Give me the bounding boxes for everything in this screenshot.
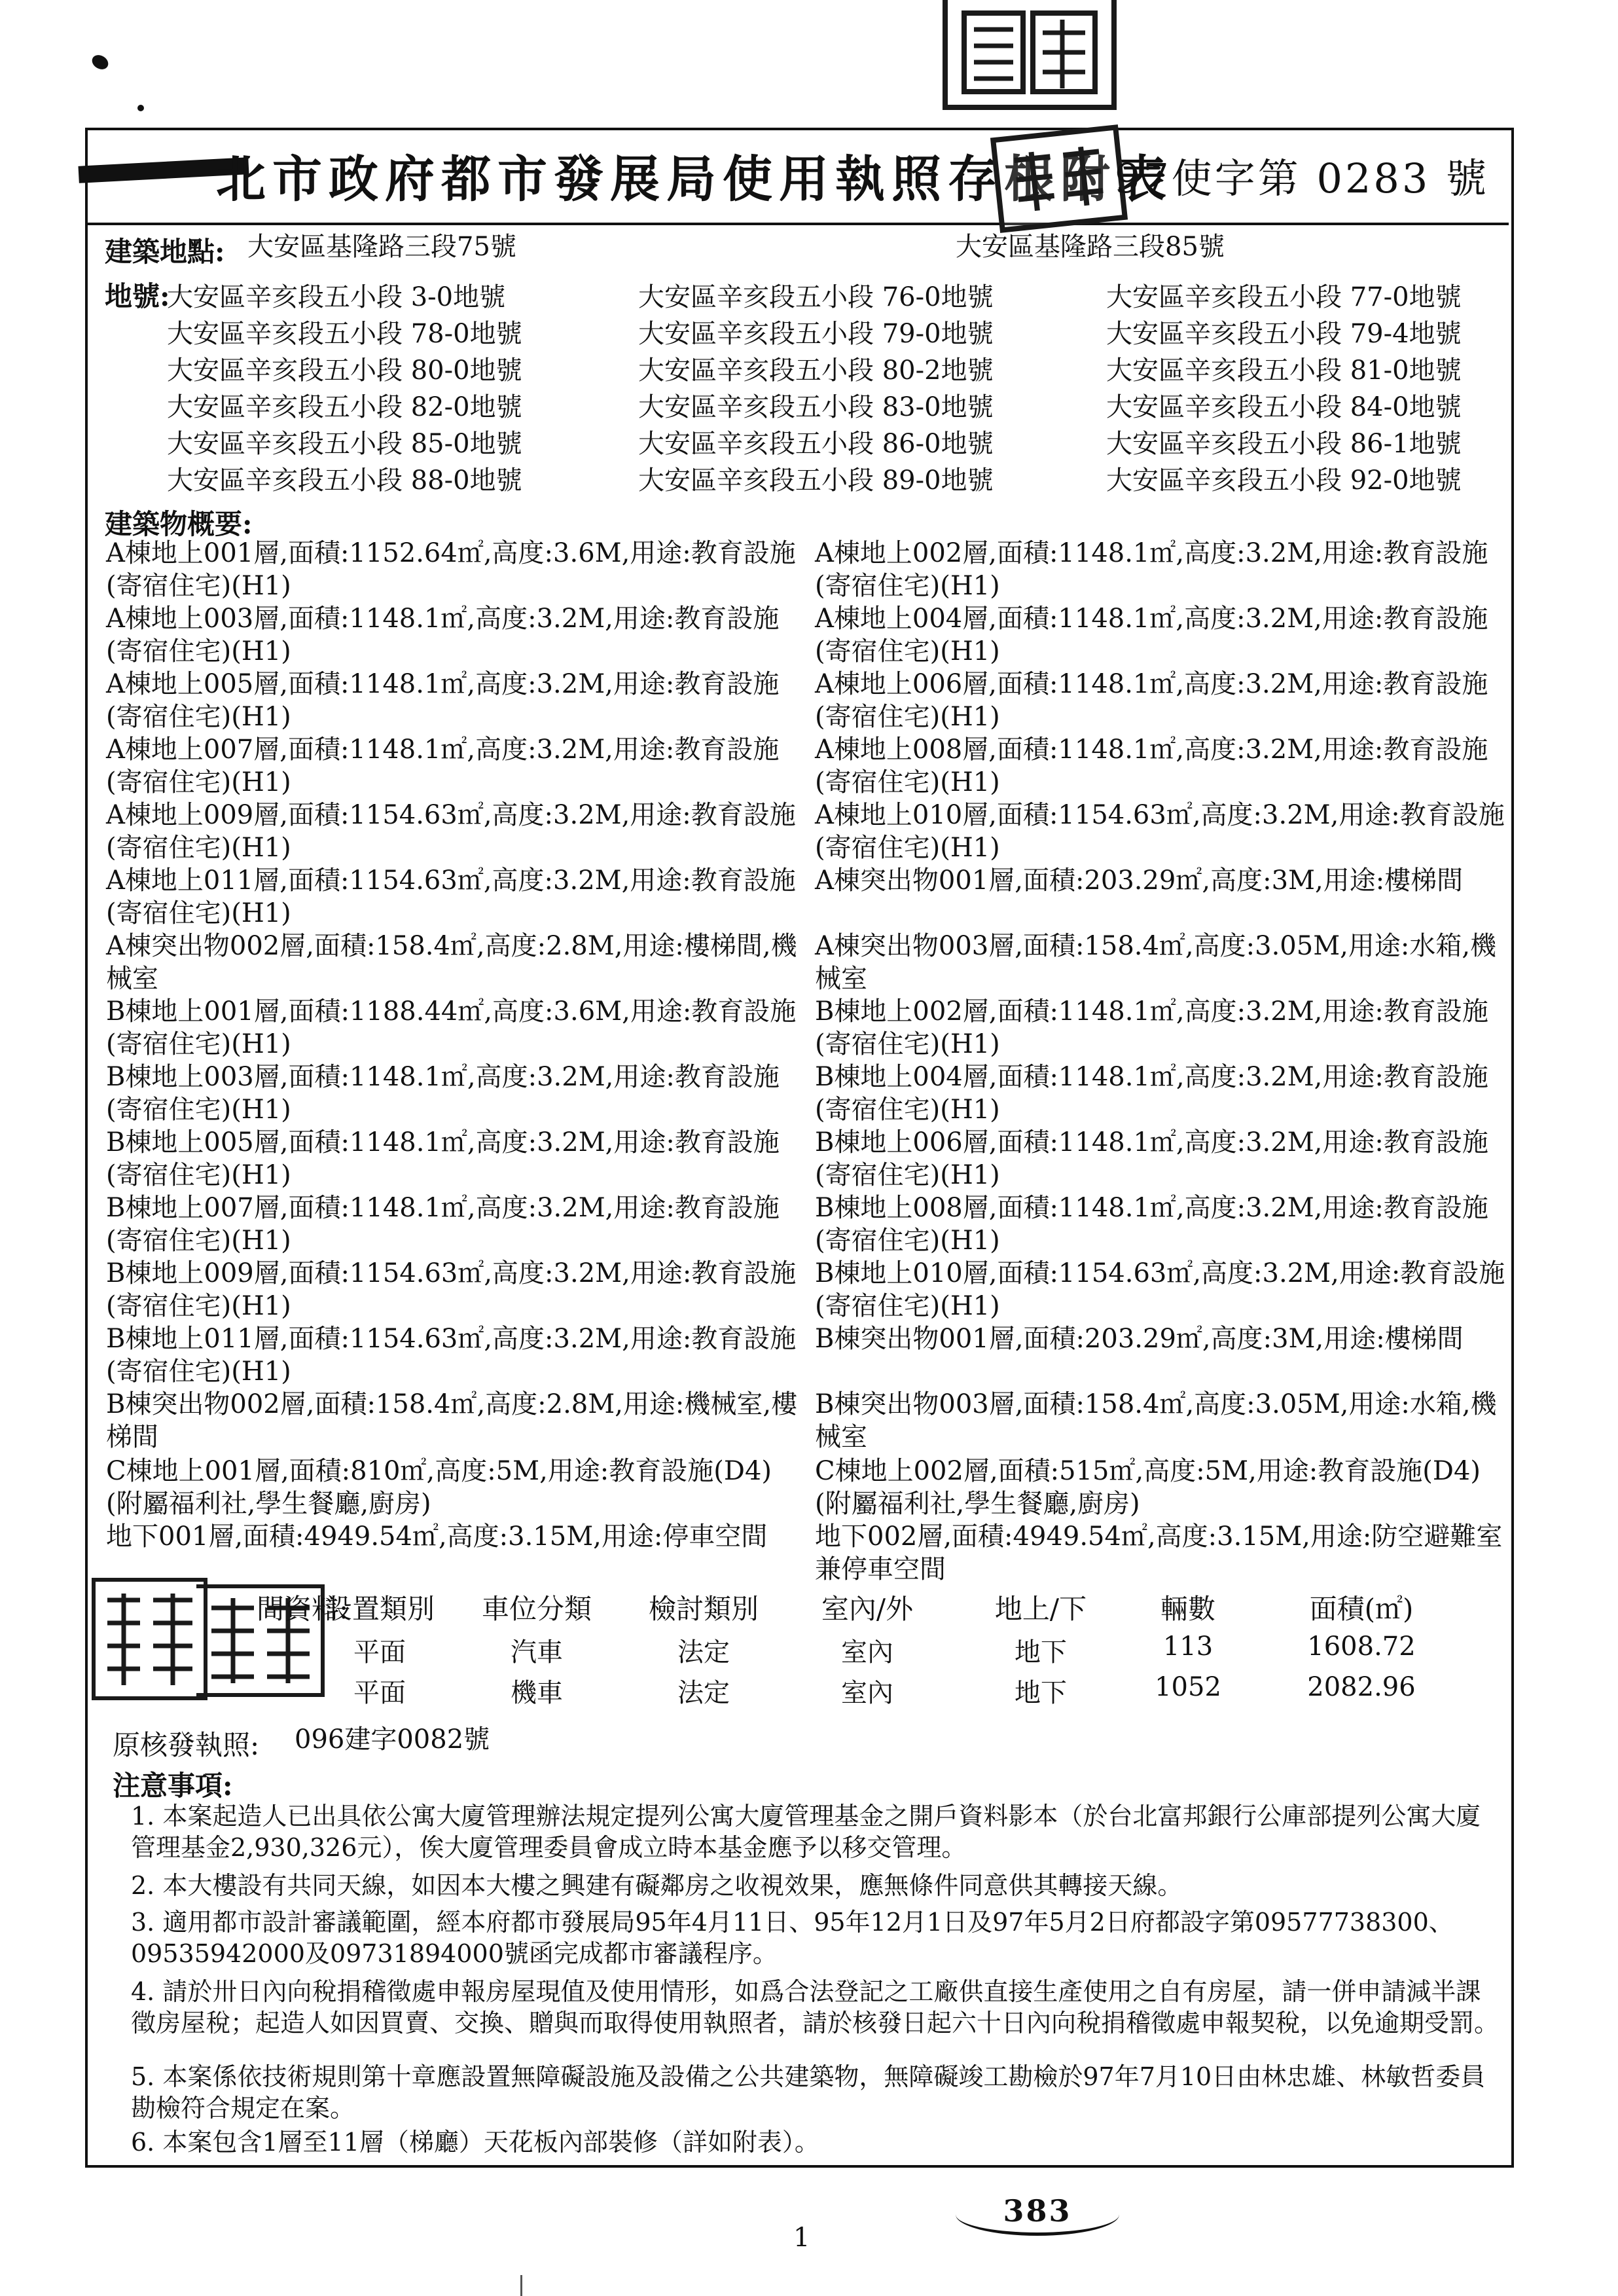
building-floor-entry: A棟地上011層,面積:1154.63㎡,高度:3.2M,用途:教育設施(寄宿住宅)(H1) bbox=[106, 866, 796, 928]
building-floor-entry: A棟地上010層,面積:1154.63㎡,高度:3.2M,用途:教育設施(寄宿住宅)(H1) bbox=[815, 800, 1505, 863]
lot-item: 大安區辛亥段五小段 92-0地號 bbox=[1106, 465, 1462, 496]
parking-header: 輛數 bbox=[1160, 1593, 1215, 1625]
building-floor-entry: 地下001層,面積:4949.54㎡,高度:3.15M,用途:停車空間 bbox=[106, 1522, 768, 1552]
note-item: 5. 本案係依技術規則第十章應設置無障礙設施及設備之公共建築物，無障礙竣工勘檢於97年7月10日由林忠雄、林敏哲委員勘檢符合規定在案。 bbox=[131, 2062, 1486, 2123]
building-floor-entry: A棟地上008層,面積:1148.1㎡,高度:3.2M,用途:教育設施(寄宿住宅)(H1) bbox=[815, 735, 1488, 797]
parking-cell: 113 bbox=[1162, 1631, 1214, 1662]
footer-stamp bbox=[956, 2193, 1119, 2236]
site-address-1: 大安區基隆路三段75號 bbox=[247, 232, 516, 262]
title-row bbox=[85, 128, 1509, 225]
parking-cell: 1052 bbox=[1155, 1672, 1221, 1702]
lot-item: 大安區辛亥段五小段 76-0地號 bbox=[638, 282, 994, 312]
building-floor-entry: B棟地上011層,面積:1154.63㎡,高度:3.2M,用途:教育設施(寄宿住宅)(H1) bbox=[106, 1324, 797, 1387]
building-floor-entry: A棟地上001層,面積:1152.64㎡,高度:3.6M,用途:教育設施(寄宿住宅)(H1) bbox=[106, 538, 796, 601]
seal-pattern-icon bbox=[101, 1587, 199, 1692]
parking-label: 間資料: bbox=[257, 1593, 349, 1625]
seal-pattern-icon bbox=[1003, 137, 1115, 220]
building-floor-entry: B棟地上008層,面積:1148.1㎡,高度:3.2M,用途:教育設施(寄宿住宅)(H1) bbox=[815, 1193, 1488, 1256]
building-floor-entry: B棟突出物001層,面積:203.29㎡,高度:3M,用途:樓梯間 bbox=[815, 1324, 1464, 1354]
parking-cell: 汽車 bbox=[511, 1637, 563, 1667]
lot-item: 大安區辛亥段五小段 77-0地號 bbox=[1106, 282, 1462, 312]
note-item: 4. 請於卅日內向稅捐稽徵處申報房屋現值及使用情形，如爲合法登記之工廠供直接生產使用之自有房屋，請一併申請減半課徵房屋稅；起造人如因買賣、交換、贈與而取得使用執照者，請於核發日起六十日內向稅捐稽徵處申報契稅，以免逾期受罰。 bbox=[131, 1977, 1500, 2037]
parking-header: 設置類別 bbox=[324, 1593, 435, 1625]
parking-header: 面積(㎡) bbox=[1309, 1593, 1414, 1625]
lot-item: 大安區辛亥段五小段 80-2地號 bbox=[638, 355, 994, 386]
lot-item: 大安區辛亥段五小段 79-0地號 bbox=[638, 319, 994, 349]
document-title: 北市政府都市發展局使用執照存根附表 bbox=[216, 150, 1173, 208]
building-floor-entry: B棟地上007層,面積:1148.1㎡,高度:3.2M,用途:教育設施(寄宿住宅)(H1) bbox=[106, 1193, 780, 1256]
building-floor-entry: B棟地上005層,面積:1148.1㎡,高度:3.2M,用途:教育設施(寄宿住宅)(H1) bbox=[106, 1127, 780, 1190]
building-floor-entry: A棟地上006層,面積:1148.1㎡,高度:3.2M,用途:教育設施(寄宿住宅)(H1) bbox=[815, 669, 1488, 732]
lot-item: 大安區辛亥段五小段 85-0地號 bbox=[167, 429, 522, 459]
parking-cell: 2082.96 bbox=[1307, 1672, 1416, 1702]
building-floor-entry: B棟突出物003層,面積:158.4㎡,高度:3.05M,用途:水箱,機械室 bbox=[815, 1389, 1497, 1452]
lot-item: 大安區辛亥段五小段 3-0地號 bbox=[167, 282, 506, 312]
official-seal-parking bbox=[92, 1578, 207, 1700]
parking-header: 室內/外 bbox=[821, 1593, 914, 1625]
footer-stamp-number: 383 bbox=[1003, 2193, 1072, 2229]
building-floor-entry: B棟地上002層,面積:1148.1㎡,高度:3.2M,用途:教育設施(寄宿住宅)(H1) bbox=[815, 996, 1488, 1059]
site-label: 建築地點: bbox=[105, 236, 225, 268]
note-item: 3. 適用都市設計審議範圍，經本府都市發展局95年4月11日、95年12月1日及97年5月2日府都設字第09577738300、09535942000及09731894000號函完成都市審議程序。 bbox=[131, 1908, 1454, 1968]
parking-cell: 室內 bbox=[841, 1678, 893, 1708]
building-floor-entry: B棟地上009層,面積:1154.63㎡,高度:3.2M,用途:教育設施(寄宿住宅)(H1) bbox=[106, 1258, 797, 1321]
building-floor-entry: C棟地上001層,面積:810㎡,高度:5M,用途:教育設施(D4)(附屬福利社,學生餐廳,廚房) bbox=[106, 1456, 772, 1519]
ink-mark bbox=[90, 52, 111, 72]
building-floor-entry: A棟突出物003層,面積:158.4㎡,高度:3.05M,用途:水箱,機械室 bbox=[815, 931, 1497, 994]
page-number: 1 bbox=[793, 2223, 810, 2253]
parking-cell: 法定 bbox=[677, 1637, 730, 1667]
parking-cell: 地下 bbox=[1015, 1637, 1067, 1667]
lot-item: 大安區辛亥段五小段 89-0地號 bbox=[638, 465, 994, 496]
building-floor-entry: A棟地上005層,面積:1148.1㎡,高度:3.2M,用途:教育設施(寄宿住宅)(H1) bbox=[106, 669, 780, 732]
lot-item: 大安區辛亥段五小段 79-4地號 bbox=[1106, 319, 1462, 349]
license-number: 97使字第 0283 號 bbox=[1114, 155, 1489, 202]
bottom-mark bbox=[520, 2275, 522, 2296]
original-license-label: 原核發執照: bbox=[113, 1729, 260, 1761]
building-floor-entry: B棟地上004層,面積:1148.1㎡,高度:3.2M,用途:教育設施(寄宿住宅)(H1) bbox=[815, 1062, 1488, 1125]
building-floor-entry: A棟地上004層,面積:1148.1㎡,高度:3.2M,用途:教育設施(寄宿住宅)(H1) bbox=[815, 604, 1488, 666]
building-floor-entry: A棟地上002層,面積:1148.1㎡,高度:3.2M,用途:教育設施(寄宿住宅)(H1) bbox=[815, 538, 1488, 601]
parking-header: 檢討類別 bbox=[648, 1593, 759, 1625]
lot-item: 大安區辛亥段五小段 81-0地號 bbox=[1106, 355, 1462, 386]
parking-header: 車位分類 bbox=[481, 1593, 592, 1625]
official-seal-title bbox=[990, 124, 1128, 233]
parking-cell: 地下 bbox=[1015, 1678, 1067, 1708]
note-item: 2. 本大樓設有共同天線，如因本大樓之興建有礙鄰房之收視效果，應無條件同意供其轉接天線。 bbox=[131, 1871, 1183, 1900]
building-floor-entry: A棟突出物001層,面積:203.29㎡,高度:3M,用途:樓梯間 bbox=[815, 866, 1464, 896]
lots-label: 地號: bbox=[105, 280, 170, 312]
building-floor-entry: B棟突出物002層,面積:158.4㎡,高度:2.8M,用途:機械室,樓梯間 bbox=[106, 1389, 798, 1452]
original-license-value: 096建字0082號 bbox=[295, 1724, 490, 1755]
building-summary-label: 建築物概要: bbox=[105, 508, 253, 540]
parking-header: 地上/下 bbox=[994, 1593, 1087, 1625]
parking-cell: 法定 bbox=[677, 1678, 730, 1708]
note-item: 6. 本案包含1層至11層（梯廳）天花板內部裝修（詳如附表）。 bbox=[131, 2128, 819, 2157]
building-floor-entry: A棟地上003層,面積:1148.1㎡,高度:3.2M,用途:教育設施(寄宿住宅)(H1) bbox=[106, 604, 780, 666]
building-floor-entry: B棟地上006層,面積:1148.1㎡,高度:3.2M,用途:教育設施(寄宿住宅)(H1) bbox=[815, 1127, 1488, 1190]
lot-item: 大安區辛亥段五小段 82-0地號 bbox=[167, 392, 522, 422]
building-floor-entry: 地下002層,面積:4949.54㎡,高度:3.15M,用途:防空避難室兼停車空間 bbox=[815, 1522, 1503, 1584]
lot-item: 大安區辛亥段五小段 83-0地號 bbox=[638, 392, 994, 422]
building-floor-entry: B棟地上001層,面積:1188.44㎡,高度:3.6M,用途:教育設施(寄宿住宅)(H1) bbox=[106, 996, 797, 1059]
site-address-2: 大安區基隆路三段85號 bbox=[956, 232, 1225, 262]
lot-item: 大安區辛亥段五小段 84-0地號 bbox=[1106, 392, 1462, 422]
parking-cell: 1608.72 bbox=[1307, 1631, 1416, 1662]
official-seal-top bbox=[943, 0, 1117, 110]
lot-item: 大安區辛亥段五小段 78-0地號 bbox=[167, 319, 522, 349]
lot-item: 大安區辛亥段五小段 88-0地號 bbox=[167, 465, 522, 496]
lot-item: 大安區辛亥段五小段 86-0地號 bbox=[638, 429, 994, 459]
building-floor-entry: B棟地上003層,面積:1148.1㎡,高度:3.2M,用途:教育設施(寄宿住宅)(H1) bbox=[106, 1062, 780, 1125]
seal-pattern-icon bbox=[958, 7, 1102, 98]
building-floor-entry: A棟突出物002層,面積:158.4㎡,高度:2.8M,用途:樓梯間,機械室 bbox=[106, 931, 797, 994]
building-floor-entry: B棟地上010層,面積:1154.63㎡,高度:3.2M,用途:教育設施(寄宿住宅)(H1) bbox=[815, 1258, 1505, 1321]
building-floor-entry: A棟地上007層,面積:1148.1㎡,高度:3.2M,用途:教育設施(寄宿住宅)(H1) bbox=[106, 735, 780, 797]
lot-item: 大安區辛亥段五小段 80-0地號 bbox=[167, 355, 522, 386]
notes-label: 注意事項: bbox=[113, 1770, 233, 1802]
parking-cell: 室內 bbox=[841, 1637, 893, 1667]
building-floor-entry: A棟地上009層,面積:1154.63㎡,高度:3.2M,用途:教育設施(寄宿住宅)(H1) bbox=[106, 800, 796, 863]
parking-cell: 平面 bbox=[353, 1637, 406, 1667]
parking-cell: 機車 bbox=[511, 1678, 563, 1708]
building-floor-entry: C棟地上002層,面積:515㎡,高度:5M,用途:教育設施(D4)(附屬福利社,學生餐廳,廚房) bbox=[815, 1456, 1481, 1519]
note-item: 1. 本案起造人已出具依公寓大廈管理辦法規定提列公寓大廈管理基金之開戶資料影本（於台北富邦銀行公庫部提列公寓大廈管理基金2,930,326元），俟大廈管理委員會成立時本基金應予以移交管理。 bbox=[131, 1802, 1481, 1862]
ink-mark bbox=[137, 105, 144, 111]
lot-item: 大安區辛亥段五小段 86-1地號 bbox=[1106, 429, 1462, 459]
parking-cell: 平面 bbox=[353, 1678, 406, 1708]
